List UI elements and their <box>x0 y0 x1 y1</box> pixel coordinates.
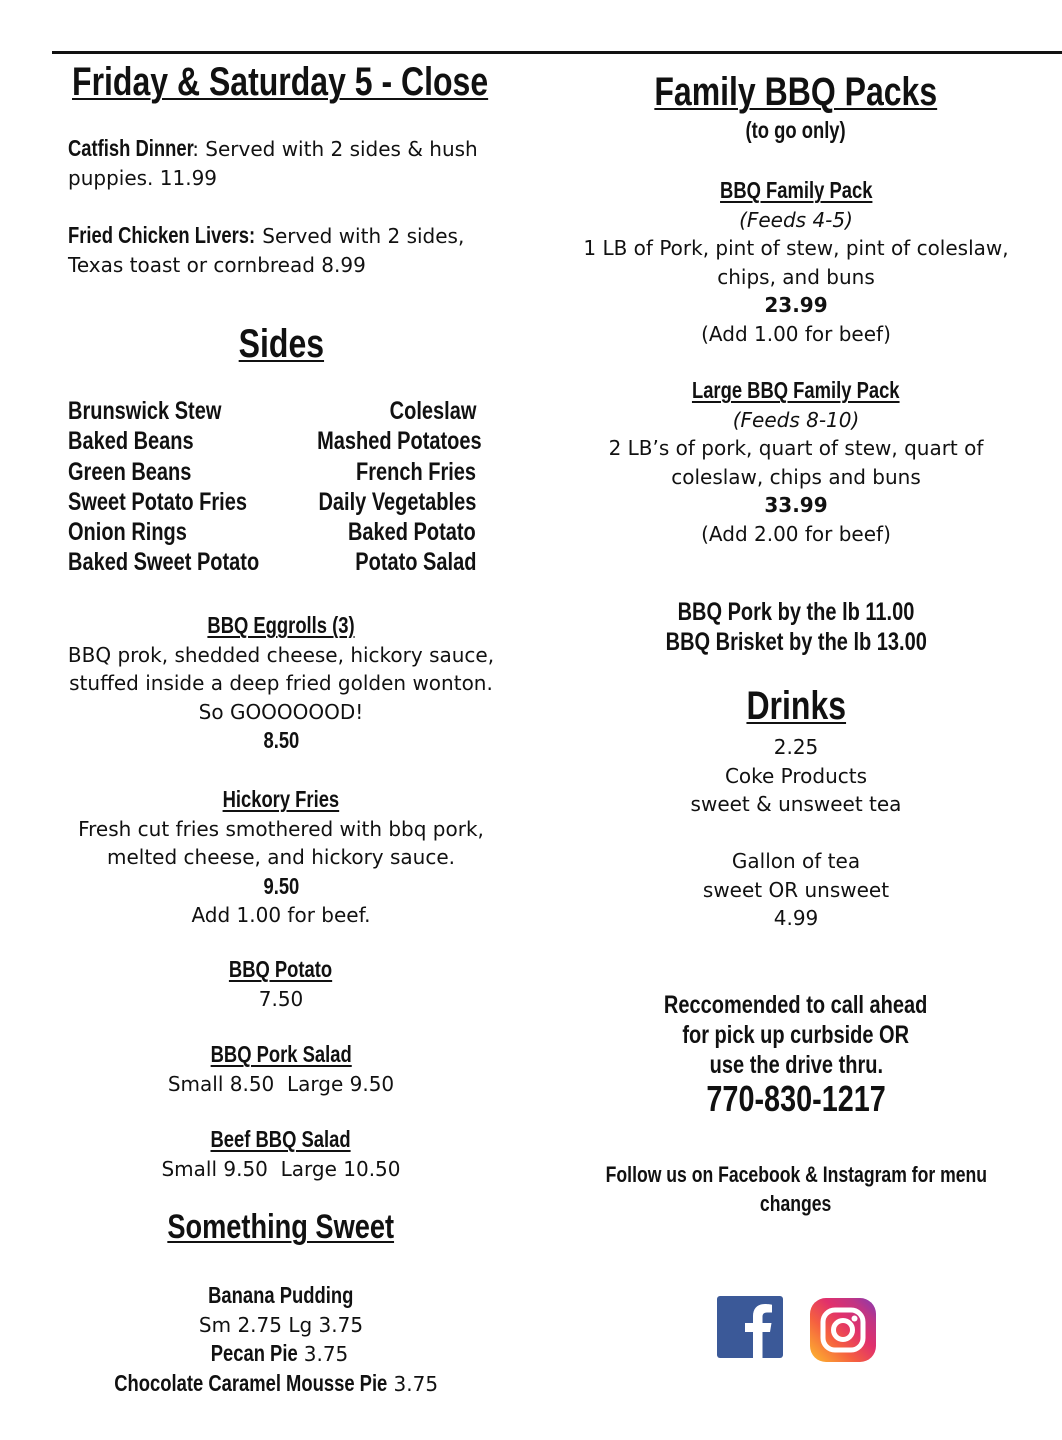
drink-line: sweet & unsweet tea <box>690 792 902 816</box>
gallon-line: Gallon of tea <box>731 849 861 873</box>
pecan-pie-price: 3.75 <box>297 1342 349 1366</box>
eggrolls-desc-3: So GOOOOOOD! <box>198 699 364 724</box>
large-pack-note: (Add 2.00 for beef) <box>701 521 891 546</box>
hickory-desc: Fresh cut fries smothered with bbq pork, <box>78 816 484 841</box>
top-divider <box>52 51 1062 54</box>
catfish-desc-2: puppies. 11.99 <box>68 165 218 190</box>
pecan-pie-title: Pecan Pie <box>210 1340 298 1366</box>
beef-bbq-salad-item <box>0 1125 562 1183</box>
hickory-desc-2: melted cheese, and hickory sauce. <box>106 845 455 869</box>
hours-heading: Friday & Saturday 5 - Close <box>71 60 489 104</box>
family-pack-desc-2: chips, and buns <box>717 264 875 289</box>
drink-line: 2.25 <box>773 735 819 759</box>
follow-us-note: Follow us on Facebook & Instagram for menu changes <box>605 1162 987 1216</box>
catfish-desc: : Served with 2 sides & hush <box>192 137 478 161</box>
instagram-icon[interactable] <box>810 1298 876 1362</box>
livers-desc-2: Texas toast or cornbread 8.99 <box>68 252 366 277</box>
something-sweet-heading: Something Sweet <box>167 1208 395 1246</box>
family-pack-note: (Add 1.00 for beef) <box>701 321 891 346</box>
family-pack-feeds: (Feeds 4-5) <box>739 207 853 232</box>
phone-number[interactable]: 770-830-1217 <box>706 1078 886 1119</box>
gallon-tea-item <box>540 847 1052 933</box>
desserts-list <box>0 1281 562 1398</box>
side-item: French Fries <box>355 457 476 486</box>
sides-list-left <box>68 396 307 578</box>
gallon-line: 4.99 <box>773 906 819 930</box>
pork-salad-price: Small 8.50 Large 9.50 <box>167 1071 395 1096</box>
family-pack-price: 23.99 <box>764 293 828 317</box>
facebook-icon[interactable] <box>717 1296 783 1358</box>
by-the-pound-list <box>540 597 1052 657</box>
mousse-pie-price: 3.75 <box>387 1371 439 1396</box>
large-family-pack-item <box>540 376 1052 548</box>
livers-title: Fried Chicken Livers: <box>68 222 256 248</box>
side-item: Brunswick Stew <box>68 397 222 425</box>
side-item: Daily Vegetables <box>318 487 476 516</box>
sides-heading: Sides <box>238 322 324 366</box>
side-item: Potato Salad <box>354 548 476 577</box>
bbq-family-pack-item <box>540 176 1052 348</box>
side-item: Mashed Potatoes <box>317 427 482 456</box>
to-go-only-note: (to go only) <box>745 117 847 143</box>
pork-by-lb: BBQ Pork by the lb 11.00 <box>677 598 915 626</box>
bbq-potato-price: 7.50 <box>258 986 304 1011</box>
banana-pudding-price: Sm 2.75 Lg 3.75 <box>198 1312 364 1337</box>
catfish-title: Catfish Dinner <box>68 135 194 161</box>
sides-list-right <box>276 396 482 578</box>
catfish-dinner-item <box>68 134 528 192</box>
side-item: Coleslaw <box>389 397 476 425</box>
eggrolls-desc-2: stuffed inside a deep fried golden wonton. <box>69 671 493 695</box>
beef-salad-title: Beef BBQ Salad <box>210 1126 352 1152</box>
hickory-title: Hickory Fries <box>222 786 340 812</box>
large-pack-feeds: (Feeds 8-10) <box>732 407 860 432</box>
mousse-pie-title: Chocolate Caramel Mousse Pie <box>114 1369 388 1396</box>
side-item: Sweet Potato Fries <box>68 487 247 516</box>
eggrolls-desc: BBQ prok, shedded cheese, hickory sauce, <box>67 642 495 667</box>
side-item: Onion Rings <box>68 518 187 547</box>
side-item: Baked Beans <box>68 427 194 456</box>
pork-salad-title: BBQ Pork Salad <box>210 1041 352 1067</box>
large-pack-price: 33.99 <box>764 493 828 517</box>
beef-salad-price: Small 9.50 Large 10.50 <box>161 1156 401 1181</box>
bbq-potato-title: BBQ Potato <box>229 956 333 982</box>
side-item: Baked Sweet Potato <box>68 548 260 577</box>
drinks-heading: Drinks <box>746 684 846 728</box>
facebook-glyph <box>717 1296 783 1358</box>
large-pack-title: Large BBQ Family Pack <box>692 377 900 403</box>
brisket-by-lb: BBQ Brisket by the lb 13.00 <box>665 628 927 656</box>
bbq-pork-salad-item <box>0 1040 562 1098</box>
large-pack-desc-2: coleslaw, chips and buns <box>671 464 921 489</box>
call-ahead-note: Reccomended to call ahead for pick up curbside OR use the drive thru. <box>664 991 928 1079</box>
banana-pudding-title: Banana Pudding <box>208 1282 354 1308</box>
drink-line: Coke Products <box>724 763 868 788</box>
side-item: Baked Potato <box>348 518 476 547</box>
drinks-list <box>540 733 1052 819</box>
livers-desc: Served with 2 sides, <box>255 224 465 248</box>
gallon-line: sweet OR unsweet <box>702 877 890 902</box>
instagram-glyph <box>810 1298 876 1362</box>
eggrolls-price: 8.50 <box>263 727 299 753</box>
hickory-fries-item <box>0 785 562 930</box>
large-pack-desc: 2 LB’s of pork, quart of stew, quart of <box>608 436 984 460</box>
family-pack-desc: 1 LB of Pork, pint of stew, pint of coleslaw, <box>583 236 1009 260</box>
hickory-note: Add 1.00 for beef. <box>191 903 371 927</box>
family-pack-title: BBQ Family Pack <box>719 177 873 203</box>
side-item: Green Beans <box>68 457 192 486</box>
family-packs-heading: Family BBQ Packs <box>654 70 938 114</box>
hickory-price: 9.50 <box>263 872 299 899</box>
bbq-eggrolls-item <box>0 611 562 756</box>
eggrolls-title: BBQ Eggrolls (3) <box>207 612 355 638</box>
bbq-potato-item <box>0 955 562 1013</box>
chicken-livers-item <box>68 221 538 279</box>
